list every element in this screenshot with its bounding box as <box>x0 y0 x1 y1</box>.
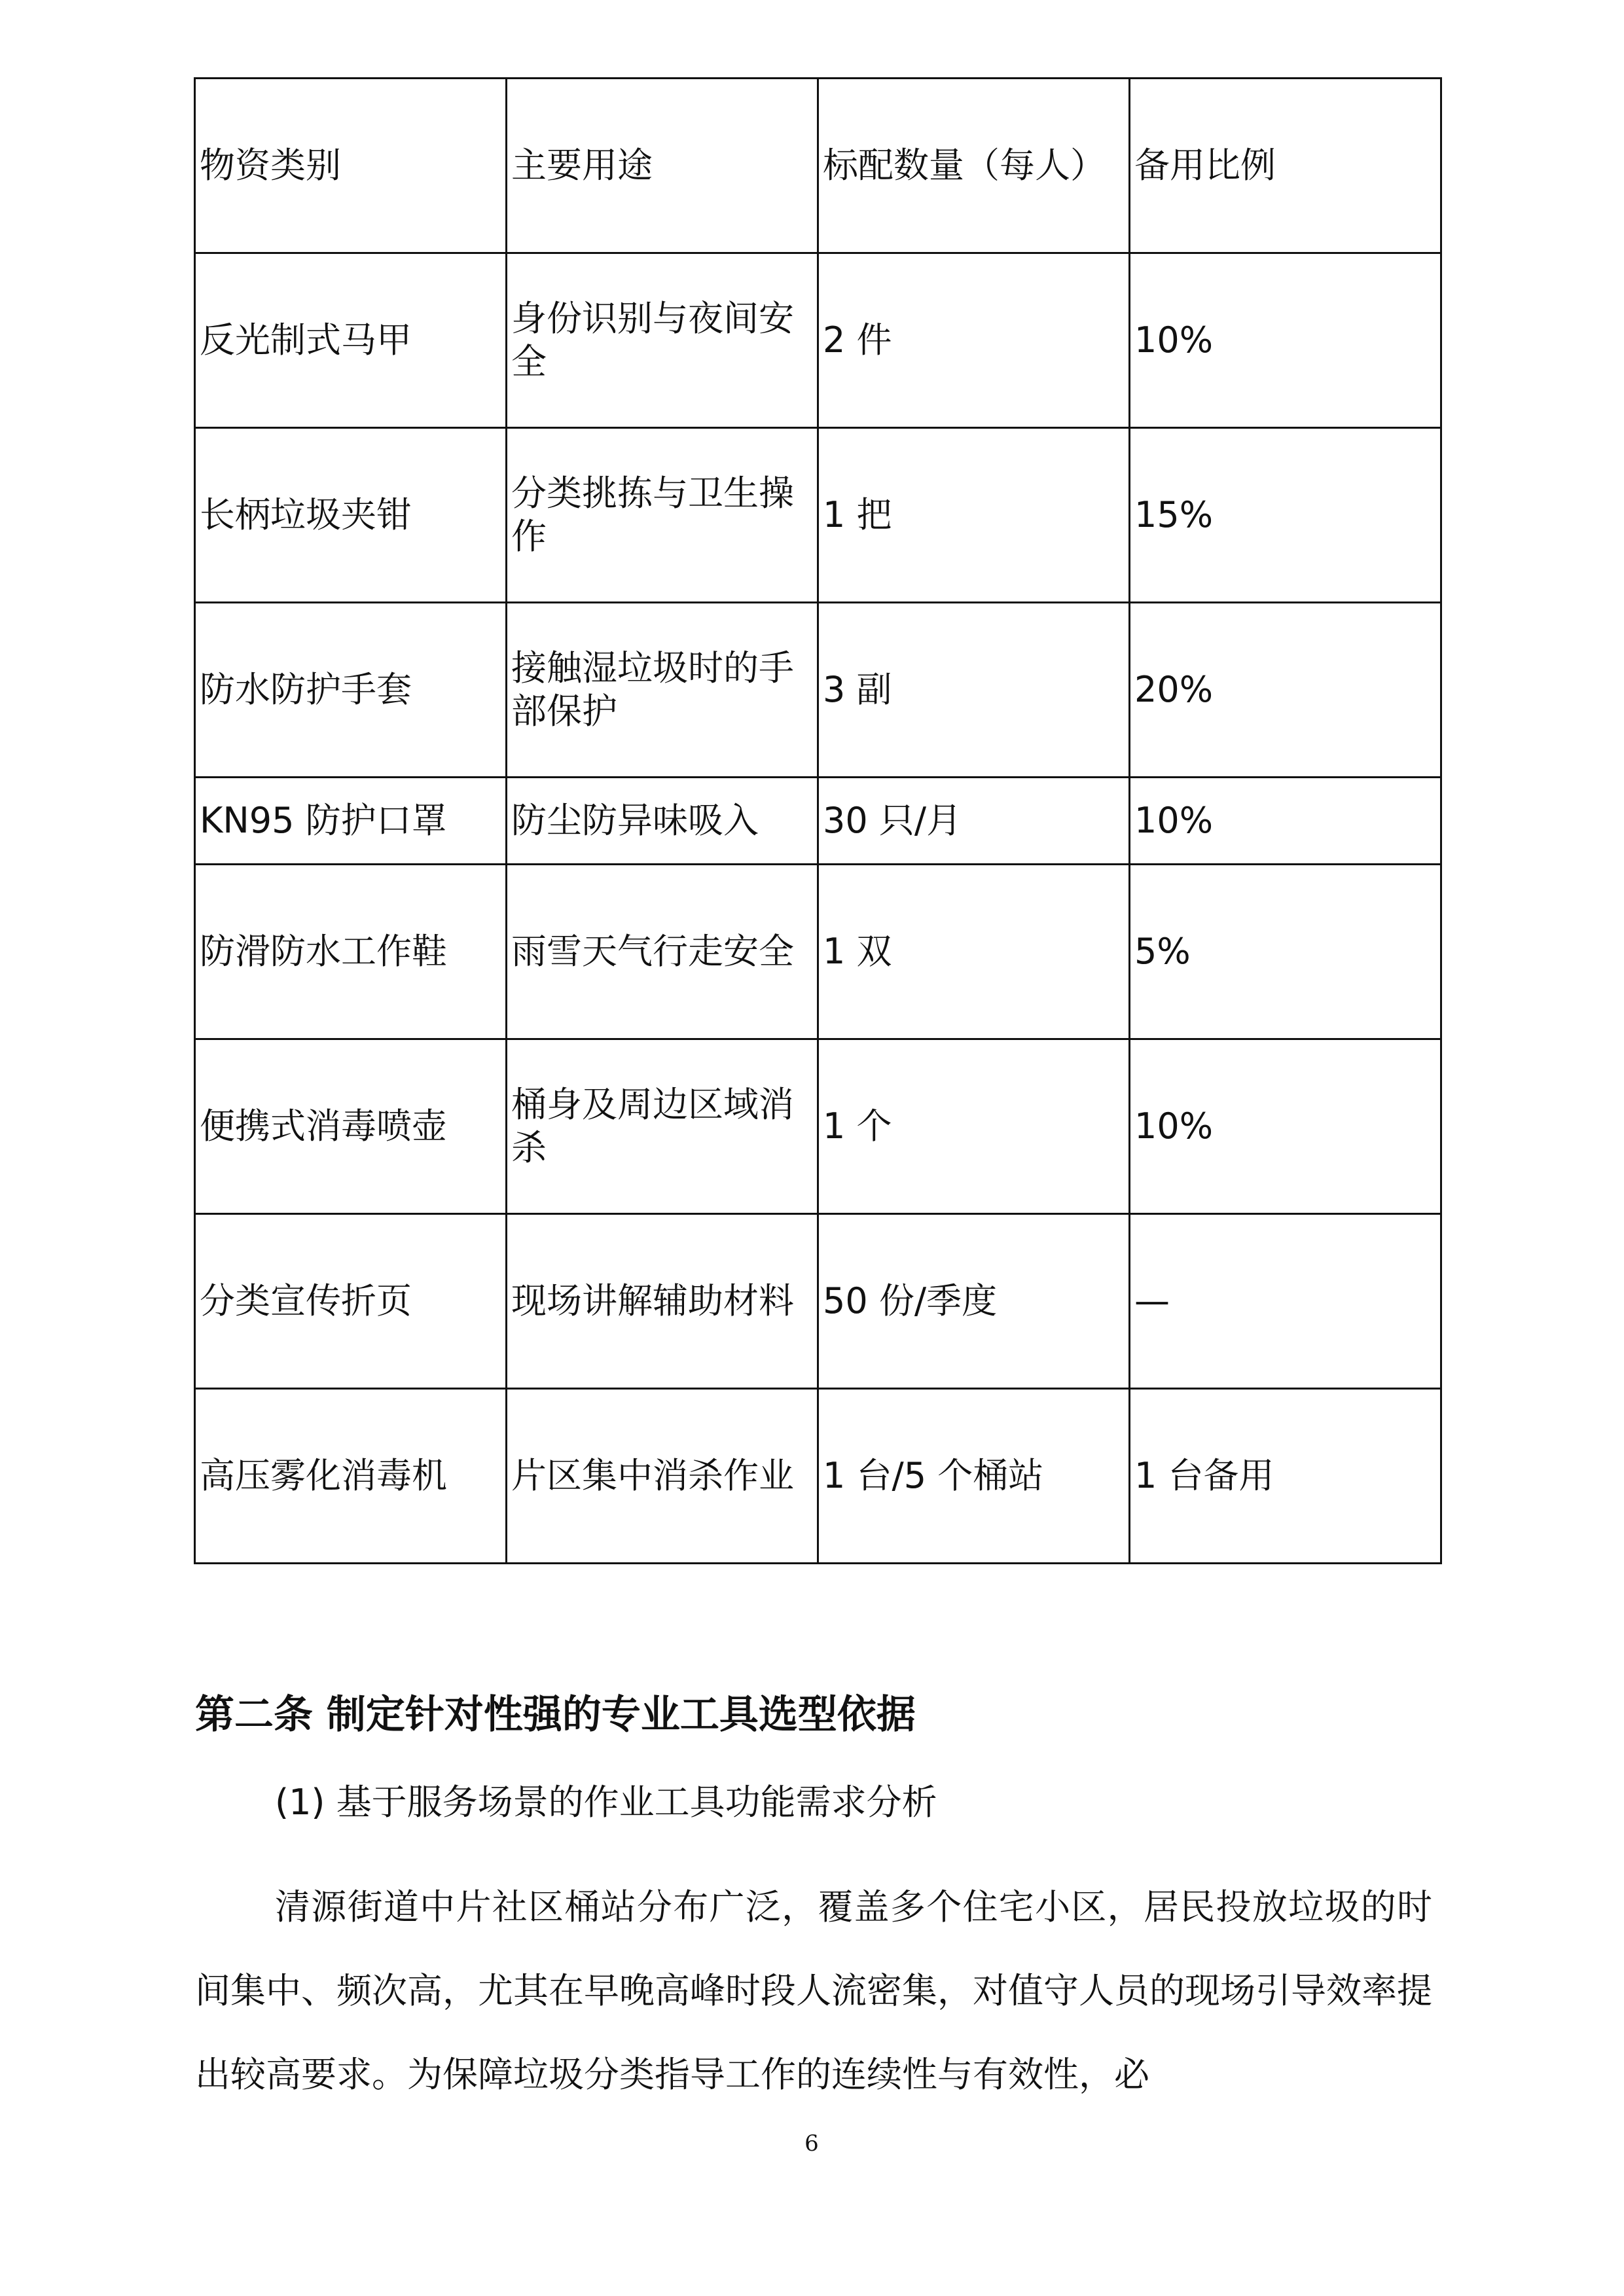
table-cell: 分类挑拣与卫生操作 <box>507 428 818 603</box>
table-cell: 10% <box>1130 253 1441 428</box>
table-row <box>195 1039 1441 1214</box>
table-cell: 10% <box>1130 1039 1441 1214</box>
table-row <box>195 865 1441 1039</box>
table-cell: 现场讲解辅助材料 <box>507 1214 818 1389</box>
table-cell: 高压雾化消毒机 <box>195 1389 507 1564</box>
table-cell: 30 只/月 <box>818 778 1130 865</box>
table-cell: 10% <box>1130 778 1441 865</box>
table-cell: 1 个 <box>818 1039 1130 1214</box>
body-paragraph: 清源街道中片社区桶站分布广泛，覆盖多个住宅小区，居民投放垃圾的时间集中、频次高，尤其在早晚高峰时段人流密集，对值守人员的现场引导效率提出较高要求。为保障垃圾分类指导工作的连续性与有效性，必 <box>195 1886 1432 2095</box>
table-cell: KN95 防护口罩 <box>195 778 507 865</box>
table-cell: 分类宣传折页 <box>195 1214 507 1389</box>
table-cell: 2 件 <box>818 253 1130 428</box>
table-cell: 反光制式马甲 <box>195 253 507 428</box>
table-cell: 接触湿垃圾时的手部保护 <box>507 603 818 778</box>
table-row <box>195 1389 1441 1564</box>
table-cell: 1 台备用 <box>1130 1389 1441 1564</box>
table-cell: 15% <box>1130 428 1441 603</box>
table-cell: 片区集中消杀作业 <box>507 1389 818 1564</box>
header-cell: 主要用途 <box>507 79 818 253</box>
table-row <box>195 253 1441 428</box>
table-cell: 20% <box>1130 603 1441 778</box>
table-row <box>195 603 1441 778</box>
page-number: 6 <box>804 2130 819 2157</box>
table-cell: 防滑防水工作鞋 <box>195 865 507 1039</box>
table-cell: 桶身及周边区域消杀 <box>507 1039 818 1214</box>
table-cell: 防尘防异味吸入 <box>507 778 818 865</box>
section-heading: 第二条 制定针对性强的专业工具选型依据 <box>195 1692 916 1738</box>
table-cell: 1 双 <box>818 865 1130 1039</box>
subsection-heading: (1) 基于服务场景的作业工具功能需求分析 <box>275 1782 937 1823</box>
table-cell: 便携式消毒喷壶 <box>195 1039 507 1214</box>
header-cell: 物资类别 <box>195 79 507 253</box>
header-cell: 标配数量（每人） <box>818 79 1130 253</box>
table-cell: 长柄垃圾夹钳 <box>195 428 507 603</box>
table-cell: 雨雪天气行走安全 <box>507 865 818 1039</box>
table-row <box>195 428 1441 603</box>
table-header-row <box>195 79 1441 253</box>
header-cell: 备用比例 <box>1130 79 1441 253</box>
table-cell: 身份识别与夜间安全 <box>507 253 818 428</box>
table-row <box>195 778 1441 865</box>
table-cell: 1 台/5 个桶站 <box>818 1389 1130 1564</box>
table-cell: 1 把 <box>818 428 1130 603</box>
supplies-table <box>194 77 1442 1564</box>
table-cell: — <box>1130 1214 1441 1389</box>
table-cell: 5% <box>1130 865 1441 1039</box>
table-cell: 3 副 <box>818 603 1130 778</box>
table-cell: 50 份/季度 <box>818 1214 1130 1389</box>
table-row <box>195 1214 1441 1389</box>
table-cell: 防水防护手套 <box>195 603 507 778</box>
